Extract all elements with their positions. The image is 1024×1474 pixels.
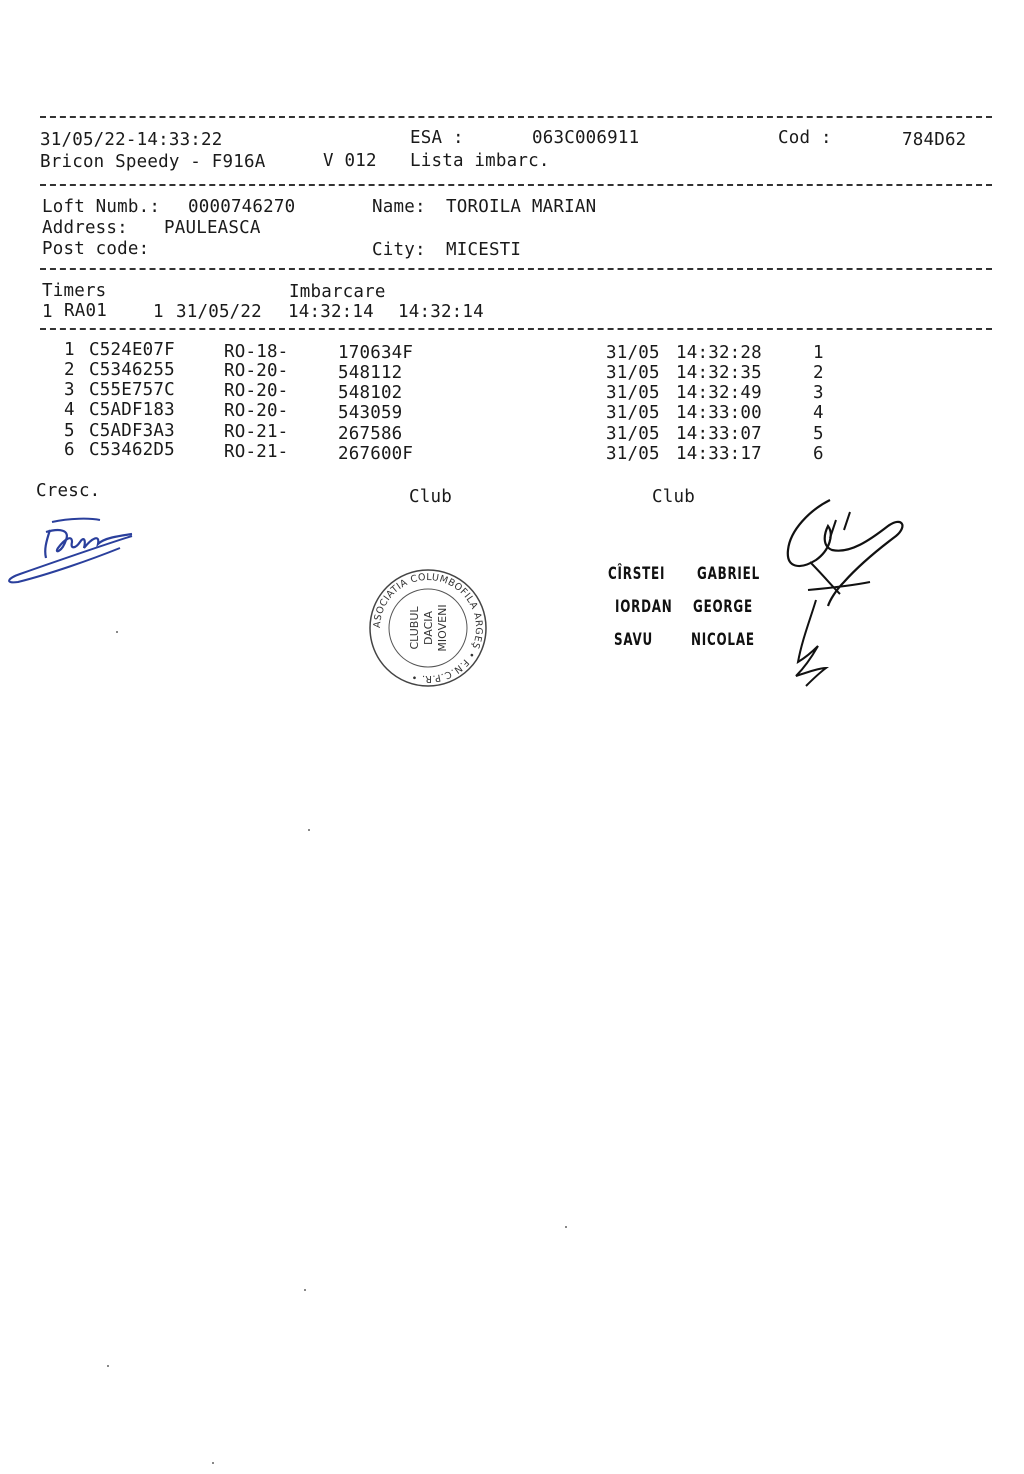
arrival-time: 14:33:07	[676, 424, 762, 444]
club-label: Club	[409, 487, 452, 507]
esa-label: ESA :	[410, 128, 464, 148]
arrival-date: 31/05	[606, 403, 660, 423]
address-label: Address:	[42, 218, 128, 238]
timer-date: 31/05/22	[176, 302, 262, 322]
row-number: 5	[64, 421, 75, 441]
arrival-date: 31/05	[606, 424, 660, 444]
esa-value: 063C006911	[532, 128, 640, 148]
ring-number: 267600F	[338, 444, 414, 464]
ring-number: 543059	[338, 403, 403, 423]
timer-time-1: 14:32:14	[288, 302, 374, 322]
arrival-time: 14:32:28	[676, 343, 762, 363]
club-member-second: GABRIEL	[697, 564, 760, 584]
owner-name: TOROILA MARIAN	[446, 197, 597, 217]
club-stamp	[366, 566, 490, 690]
arrival-time: 14:33:17	[676, 444, 762, 464]
timer-time-2: 14:32:14	[398, 302, 484, 322]
club-member-second: NICOLAE	[691, 630, 755, 650]
arrival-date: 31/05	[606, 343, 660, 363]
cod-value: 784D62	[902, 130, 967, 150]
separator	[40, 268, 992, 270]
rank: 6	[813, 444, 824, 464]
rank: 4	[813, 403, 824, 423]
arrival-time: 14:32:35	[676, 363, 762, 383]
chip-id: C5ADF3A3	[89, 421, 175, 441]
club-signature	[770, 490, 920, 695]
row-number: 1	[64, 340, 75, 360]
club-label: Club	[652, 487, 695, 507]
arrival-date: 31/05	[606, 383, 660, 403]
rank: 5	[813, 424, 824, 444]
stamp-ring-text: ASOCIATIA COLUMBOFILA ARGEŞ • F.N.C.P.R. •	[371, 571, 485, 685]
scan-speck	[212, 1462, 214, 1464]
club-member-first: IORDAN	[615, 597, 673, 617]
name-label: Name:	[372, 197, 426, 217]
ring-number: 548112	[338, 363, 403, 383]
breeder-label: Cresc.	[36, 481, 101, 501]
separator	[40, 116, 992, 118]
ring-number: 548102	[338, 383, 403, 403]
chip-id: C53462D5	[89, 440, 175, 460]
row-number: 4	[64, 400, 75, 420]
imbarcare-label: Imbarcare	[289, 282, 386, 302]
address-value: PAULEASCA	[164, 218, 261, 238]
scan-speck	[304, 1289, 306, 1291]
ring-prefix: RO-18-	[224, 342, 289, 362]
city-label: City:	[372, 240, 426, 260]
postcode-label: Post code:	[42, 239, 150, 259]
device-version: V 012	[323, 151, 377, 171]
arrival-time: 14:32:49	[676, 383, 762, 403]
stamp-center-line: DACIA	[422, 610, 435, 646]
separator	[40, 328, 992, 330]
print-datetime: 31/05/22-14:33:22	[40, 130, 223, 150]
breeder-signature	[0, 508, 150, 598]
separator	[40, 184, 992, 186]
stamp-center-line: CLUBUL	[408, 606, 421, 650]
scan-speck	[565, 1226, 567, 1228]
ring-prefix: RO-20-	[224, 381, 289, 401]
chip-id: C5ADF183	[89, 400, 175, 420]
ring-prefix: RO-20-	[224, 361, 289, 381]
ring-prefix: RO-21-	[224, 422, 289, 442]
cod-label: Cod :	[778, 128, 832, 148]
ring-number: 170634F	[338, 343, 414, 363]
arrival-time: 14:33:00	[676, 403, 762, 423]
chip-id: C524E07F	[89, 340, 175, 360]
arrival-date: 31/05	[606, 363, 660, 383]
rank: 2	[813, 363, 824, 383]
city-value: MICESTI	[446, 240, 522, 260]
timer-id: RA01	[64, 301, 107, 321]
scan-speck	[107, 1365, 109, 1367]
row-number: 2	[64, 360, 75, 380]
list-title: Lista imbarc.	[410, 151, 550, 171]
chip-id: C55E757C	[89, 380, 175, 400]
loft-number: 0000746270	[188, 197, 296, 217]
scan-speck	[116, 631, 118, 633]
chip-id: C5346255	[89, 360, 175, 380]
timer-index: 1	[42, 302, 53, 322]
scan-speck	[308, 829, 310, 831]
stamp-center-line: MIOVENI	[436, 604, 449, 652]
timer-count: 1	[153, 302, 164, 322]
row-number: 6	[64, 440, 75, 460]
row-number: 3	[64, 380, 75, 400]
ring-prefix: RO-21-	[224, 442, 289, 462]
club-member-first: SAVU	[614, 630, 653, 650]
rank: 3	[813, 383, 824, 403]
club-member-second: GEORGE	[693, 597, 753, 617]
ring-number: 267586	[338, 424, 403, 444]
club-member-first: CÎRSTEI	[608, 564, 666, 584]
device-name: Bricon Speedy - F916A	[40, 152, 266, 172]
rank: 1	[813, 343, 824, 363]
ring-prefix: RO-20-	[224, 401, 289, 421]
timers-label: Timers	[42, 281, 107, 301]
arrival-date: 31/05	[606, 444, 660, 464]
loft-label: Loft Numb.:	[42, 197, 161, 217]
